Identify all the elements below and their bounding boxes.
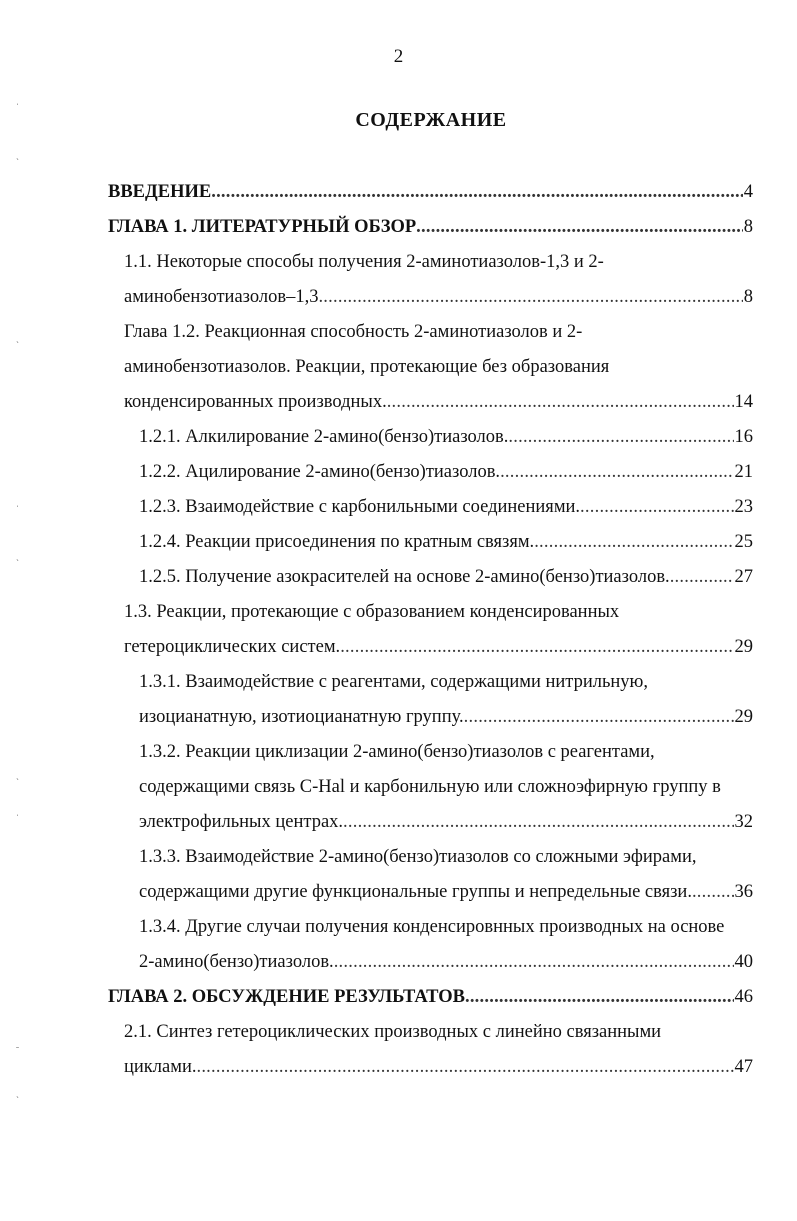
dot-leader bbox=[692, 875, 734, 910]
scan-mark: ˏ bbox=[16, 1088, 19, 1098]
dot-leader bbox=[196, 1050, 733, 1085]
toc-entry-page: 21 bbox=[734, 462, 753, 482]
dot-leader bbox=[211, 175, 743, 210]
toc-entry-page: 32 bbox=[734, 812, 753, 832]
toc-entry bbox=[0, 420, 797, 455]
toc-entry-title: 1.3.3. Взаимодействие 2-амино(бензо)тиазолов со сложными эфирами, bbox=[139, 847, 697, 867]
toc-entry-title: ВВЕДЕНИЕ bbox=[108, 182, 212, 202]
toc-entry-title: 1.3.2. Реакции циклизации 2-амино(бензо)тиазолов с реагентами, bbox=[139, 742, 655, 762]
toc-entry-page: 46 bbox=[734, 987, 753, 1007]
toc-entry-page: 23 bbox=[734, 497, 753, 517]
toc-entry-title: аминобензотиазолов. Реакции, протекающие без образования bbox=[124, 357, 610, 377]
page-title: СОДЕРЖАНИЕ bbox=[355, 109, 507, 131]
toc-entry-page: 25 bbox=[734, 532, 753, 552]
toc-entry-title: аминобензотиазолов–1,3 bbox=[124, 287, 319, 307]
toc-entry bbox=[0, 210, 797, 245]
toc-entry-title: 2.1. Синтез гетероциклических производных с линейно связанными bbox=[124, 1022, 662, 1042]
toc-entry-title: изоцианатную, изотиоцианатную группу. bbox=[139, 707, 464, 727]
toc-entry-page: 27 bbox=[734, 567, 753, 587]
dot-leader bbox=[508, 420, 733, 455]
toc-entry-page: 8 bbox=[743, 217, 753, 237]
dot-leader bbox=[318, 280, 742, 315]
toc-entry-page: 29 bbox=[734, 637, 753, 657]
dot-leader bbox=[387, 385, 734, 420]
dot-leader bbox=[580, 490, 733, 525]
toc-entry-title: электрофильных центрах. bbox=[139, 812, 344, 832]
toc-entry-page: 29 bbox=[734, 707, 753, 727]
dot-leader bbox=[343, 805, 733, 840]
toc-entry-title: 1.2.5. Получение азокрасителей на основе 2-амино(бензо)тиазолов. bbox=[139, 567, 670, 587]
toc-entry bbox=[0, 175, 797, 210]
table-of-contents bbox=[0, 175, 797, 1085]
dot-leader bbox=[334, 945, 734, 980]
dot-leader bbox=[464, 700, 734, 735]
toc-entry-title: ГЛАВА 1. ЛИТЕРАТУРНЫЙ ОБЗОР bbox=[108, 217, 417, 237]
toc-entry bbox=[0, 315, 797, 420]
scan-mark: ˌ bbox=[16, 806, 19, 816]
scan-mark: ˎ bbox=[16, 150, 19, 160]
scan-mark: ˏ bbox=[16, 333, 19, 343]
toc-entry-page: 14 bbox=[734, 392, 753, 412]
toc-entry-page: 47 bbox=[734, 1057, 753, 1077]
toc-entry-title: Глава 1.2. Реакционная способность 2-аминотиазолов и 2- bbox=[124, 322, 583, 342]
toc-entry-page: 16 bbox=[734, 427, 753, 447]
toc-entry-title: 1.3.4. Другие случаи получения конденсировнных производных на основе bbox=[139, 917, 725, 937]
toc-entry-title: конденсированных производных. bbox=[124, 392, 387, 412]
toc-entry bbox=[0, 490, 797, 525]
scan-mark: ˏ bbox=[16, 770, 19, 780]
toc-entry bbox=[0, 735, 797, 840]
dot-leader bbox=[465, 980, 734, 1015]
dot-leader bbox=[670, 560, 734, 595]
toc-entry-title: 1.2.3. Взаимодействие с карбонильными соединениями. bbox=[139, 497, 581, 517]
toc-entry bbox=[0, 840, 797, 910]
toc-entry bbox=[0, 595, 797, 665]
toc-entry-title: 2-амино(бензо)тиазолов. bbox=[139, 952, 334, 972]
scan-mark: ˎ bbox=[16, 551, 19, 561]
dot-leader bbox=[340, 630, 733, 665]
page-number: 2 bbox=[393, 46, 404, 67]
scan-mark: ˉ bbox=[16, 1045, 19, 1055]
toc-entry-page: 8 bbox=[743, 287, 753, 307]
scan-mark: ˌ bbox=[16, 497, 19, 507]
toc-entry bbox=[0, 245, 797, 315]
toc-entry-page: 4 bbox=[743, 182, 753, 202]
dot-leader bbox=[534, 525, 733, 560]
toc-entry bbox=[0, 910, 797, 980]
toc-entry-title: 1.2.2. Ацилирование 2-амино(бензо)тиазолов. bbox=[139, 462, 501, 482]
toc-entry-title: гетероциклических систем. bbox=[124, 637, 341, 657]
toc-entry-page: 36 bbox=[734, 882, 753, 902]
dot-leader bbox=[416, 210, 743, 245]
toc-entry bbox=[0, 560, 797, 595]
scan-mark: ˌ bbox=[16, 95, 19, 105]
toc-entry-title: 1.3.1. Взаимодействие с реагентами, содержащими нитрильную, bbox=[139, 672, 648, 692]
dot-leader bbox=[500, 455, 733, 490]
toc-entry-title: содержащими другие функциональные группы и непредельные связи. bbox=[139, 882, 692, 902]
toc-entry bbox=[0, 980, 797, 1015]
toc-entry bbox=[0, 525, 797, 560]
toc-entry-title: 1.2.1. Алкилирование 2-амино(бензо)тиазолов. bbox=[139, 427, 509, 447]
toc-entry-page: 40 bbox=[734, 952, 753, 972]
toc-entry bbox=[0, 665, 797, 735]
toc-entry-title: 1.1. Некоторые способы получения 2-аминотиазолов-1,3 и 2- bbox=[124, 252, 604, 272]
toc-entry-title: ГЛАВА 2. ОБСУЖДЕНИЕ РЕЗУЛЬТАТОВ bbox=[108, 987, 465, 1007]
toc-entry-title: 1.3. Реакции, протекающие с образованием конденсированных bbox=[124, 602, 620, 622]
toc-entry-title: циклами. bbox=[124, 1057, 197, 1077]
toc-entry-title: содержащими связь C-Hal и карбонильную или сложноэфирную группу в bbox=[139, 777, 721, 797]
toc-entry bbox=[0, 1015, 797, 1085]
toc-entry-title: 1.2.4. Реакции присоединения по кратным связям. bbox=[139, 532, 535, 552]
toc-entry bbox=[0, 455, 797, 490]
